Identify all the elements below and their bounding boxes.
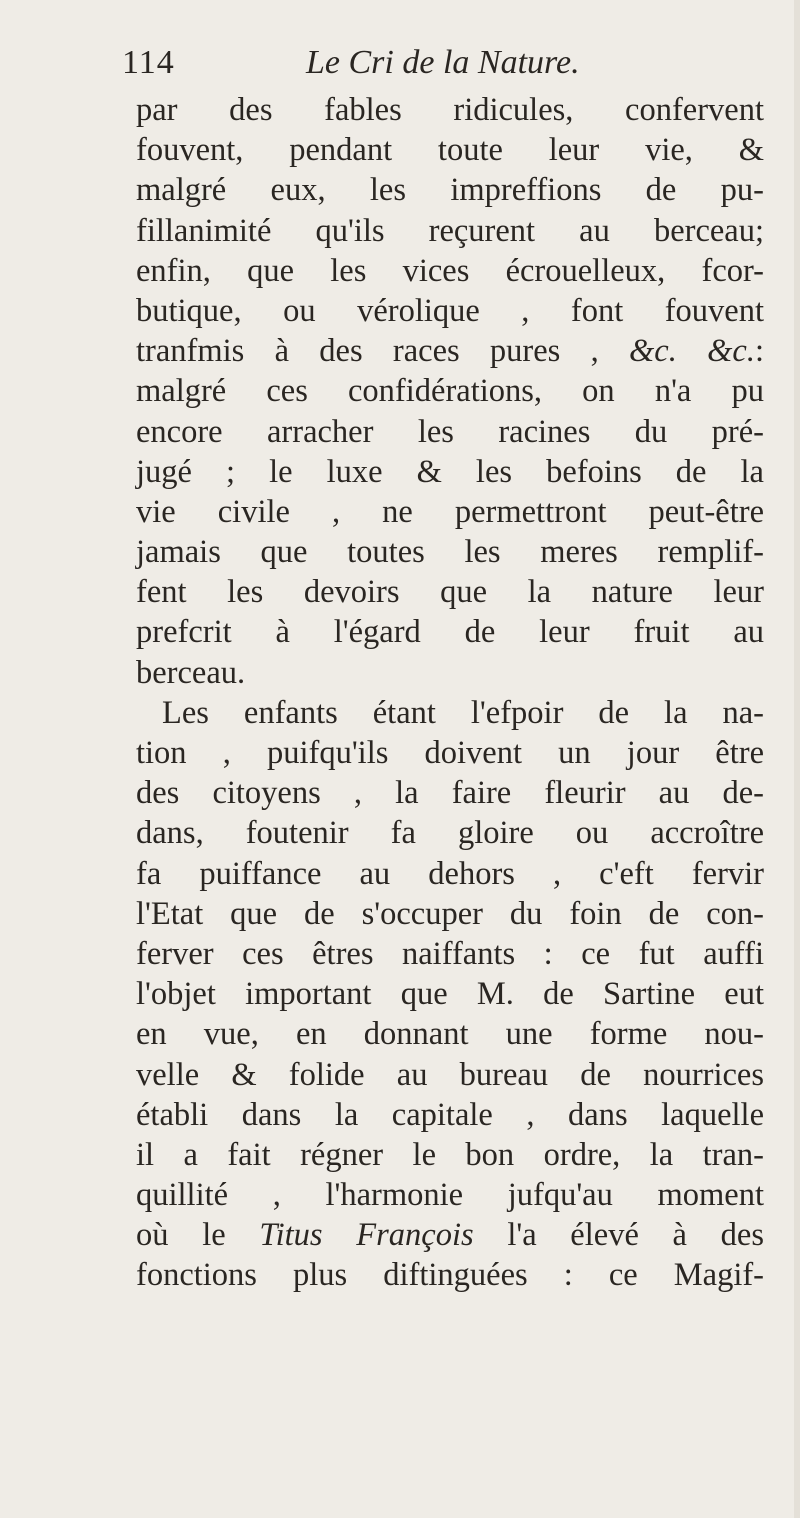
text-line: quillité , l'harmonie jufqu'au moment — [136, 1177, 764, 1214]
text-line: tranfmis à des races pures , &c. &c.: — [136, 333, 764, 370]
text-line: des citoyens , la faire fleurir au de- — [136, 775, 764, 812]
text-line: malgré eux, les impreffions de pu- — [136, 172, 764, 209]
text-line: vie civile , ne permettront peut-être — [136, 493, 764, 530]
text-line: fa puiffance au dehors , c'eft fervir — [136, 855, 764, 892]
page-number: 114 — [122, 44, 175, 81]
page-header — [122, 44, 740, 94]
running-title: Le Cri de la Nature. — [306, 44, 580, 81]
text-line: fillanimité qu'ils reçurent au berceau; — [136, 212, 764, 249]
text-line: velle & folide au bureau de nourrices — [136, 1056, 764, 1093]
text-line: prefcrit à l'égard de leur fruit au — [136, 614, 764, 651]
text-line: jugé ; le luxe & les befoins de la — [136, 453, 764, 490]
text-line: fouvent, pendant toute leur vie, & — [136, 132, 764, 169]
text-line: butique, ou vérolique , font fouvent — [136, 292, 764, 329]
text-line: dans, foutenir fa gloire ou accroître — [136, 815, 764, 852]
text-line: par des fables ridicules, confervent — [136, 92, 764, 128]
text-line: il a fait régner le bon ordre, la tran- — [136, 1136, 764, 1173]
text-line: malgré ces confidérations, on n'a pu — [136, 373, 764, 410]
body-text — [136, 90, 764, 1296]
text-line: où le Titus François l'a élevé à des — [136, 1217, 764, 1254]
text-line: l'Etat que de s'occuper du foin de con- — [136, 895, 764, 932]
text-line: établi dans la capitale , dans laquelle — [136, 1096, 764, 1133]
text-line: encore arracher les racines du pré- — [136, 413, 764, 450]
page-edge — [794, 0, 800, 1518]
text-line: fonctions plus diftinguées : ce Magif- — [136, 1257, 764, 1294]
text-line: ferver ces êtres naiffants : ce fut auffi — [136, 935, 764, 972]
text-line: en vue, en donnant une forme nou- — [136, 1016, 764, 1053]
italic-text: &c. &c. — [629, 333, 755, 370]
text-line: fent les devoirs que la nature leur — [136, 574, 764, 611]
text-line: berceau. — [136, 654, 246, 691]
text-line: enfin, que les vices écrouelleux, fcor- — [136, 252, 764, 289]
text-line: l'objet important que M. de Sartine eut — [136, 976, 764, 1013]
text-line: jamais que toutes les meres remplif- — [136, 534, 764, 571]
text-line: tion , puifqu'ils doivent un jour être — [136, 735, 764, 771]
italic-text: Titus François — [259, 1217, 474, 1254]
text-line: Les enfants étant l'efpoir de la na- — [162, 694, 764, 731]
